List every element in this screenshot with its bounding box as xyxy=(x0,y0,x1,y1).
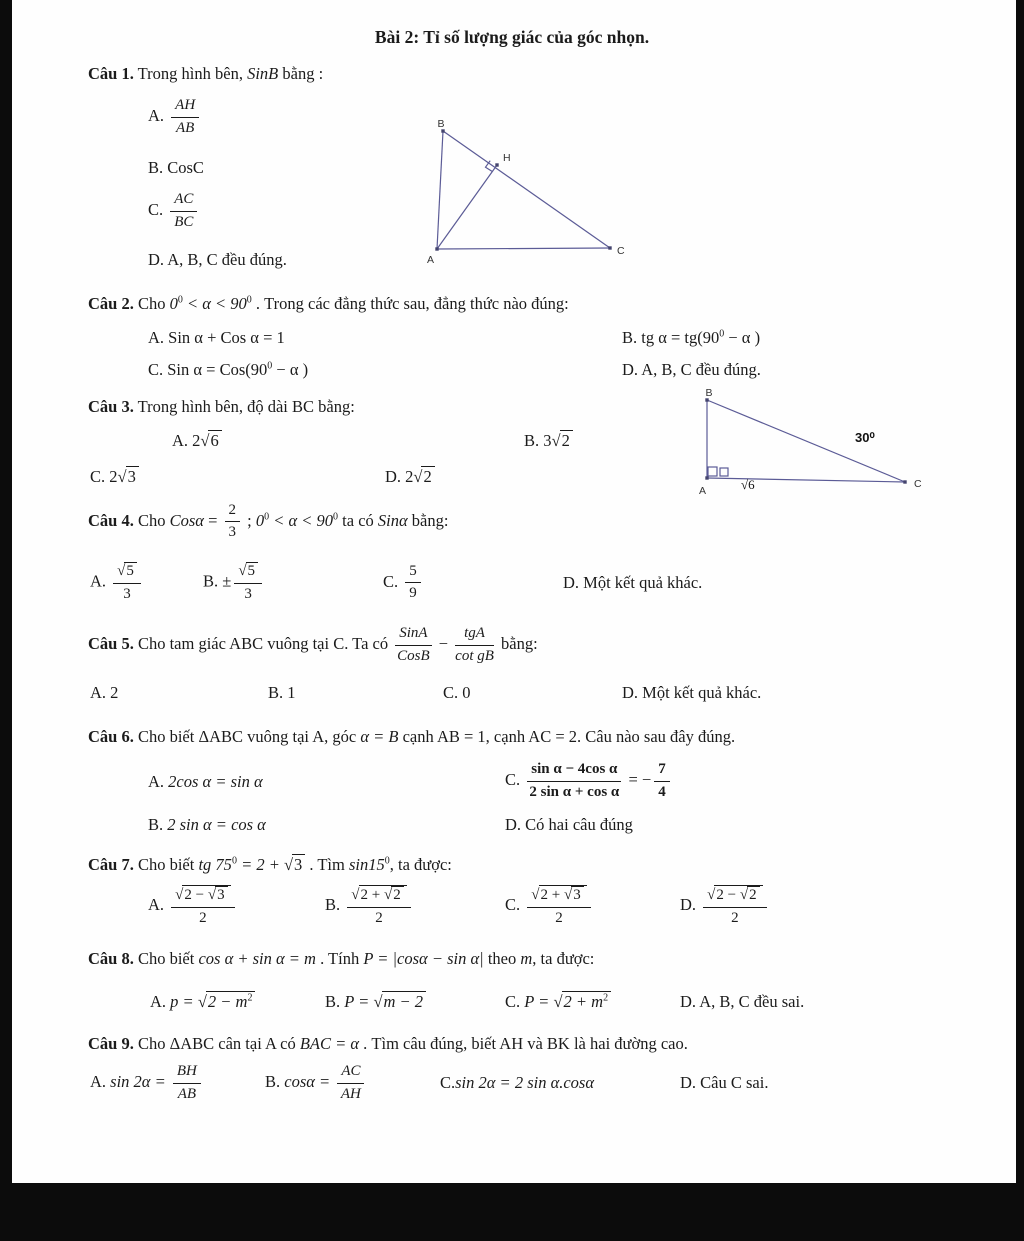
question-8-stem: Câu 8. Cho biết cos α + sin α = m . Tính P = |cosα − sin α| theo m, ta được: xyxy=(88,948,595,968)
point-marker-c xyxy=(903,480,906,483)
vertex-label-b: B xyxy=(437,118,445,130)
side-ba xyxy=(437,131,443,249)
vertex-label-b: B xyxy=(705,388,713,399)
point-marker-a xyxy=(705,476,708,479)
question-8-option-b: B. P = √ m − 2 xyxy=(325,991,505,1013)
question-6-option-d: D. Có hai câu đúng xyxy=(505,814,633,834)
question-4-options-row xyxy=(90,560,976,605)
question-6-options-row-2 xyxy=(148,814,976,836)
question-1-option-b: B. CosC xyxy=(148,158,204,178)
triangle-figure-q1 xyxy=(425,118,635,268)
question-9-option-c: C.sin 2α = 2 sin α.cosα xyxy=(440,1073,595,1093)
worksheet-page xyxy=(12,0,1016,1183)
question-7-option-b: B. $\frac{√ 2 + √ 2}{2}$ xyxy=(325,883,505,929)
question-8-options-row xyxy=(150,991,976,1013)
question-2-options-row-1 xyxy=(148,327,976,349)
question-2-options-row-2 xyxy=(148,359,976,381)
photo-edge-bottom xyxy=(0,1183,1024,1241)
question-2-option-a: A. Sin α + Cos α = 1 xyxy=(148,327,285,347)
question-9-option-d: D. Câu C sai. xyxy=(680,1073,769,1093)
question-8-option-a: A. p = √ $2 - m^2$ xyxy=(150,991,325,1013)
side-label-sqrt6: √6 xyxy=(741,477,755,492)
question-5-option-d: D. Một kết quả khác. xyxy=(622,682,762,702)
question-6-stem: Câu 6. Cho biết ΔABC vuông tại A, góc α = B cạnh AB = 1, cạnh AC = 2. Câu nào sau đây đúng. xyxy=(88,726,736,746)
question-7 xyxy=(88,854,976,930)
question-5-option-b: B. 1 xyxy=(268,682,296,702)
question-2-option-d: D. A, B, C đều đúng. xyxy=(622,359,761,379)
altitude-ah xyxy=(437,165,497,249)
vertex-label-c: C xyxy=(914,478,922,490)
question-7-option-c: C. $\frac{√ 2 + √ 3}{2}$ xyxy=(505,883,680,929)
question-7-stem: Câu 7. Cho biết tg $75^0 = 2$ + √ 3 . Tìm $\sin 15^0$, ta được: xyxy=(88,854,452,874)
question-8-option-c: C. P = √ $2 + m^2$ xyxy=(505,991,680,1013)
question-2-option-c: C. Sin $\alpha = Cos(90^0 - \alpha$ ) xyxy=(148,359,309,379)
question-2 xyxy=(88,293,976,380)
question-5-option-c: C. 0 xyxy=(443,682,471,702)
side-ac xyxy=(437,248,610,249)
question-6-options-row-1 xyxy=(148,759,976,803)
point-marker-c xyxy=(608,246,611,249)
question-2-stem: Câu 2. Cho $0^0 < \alpha < 90^0$ . Trong các đẳng thức sau, đẳng thức nào đúng: xyxy=(88,294,569,314)
question-2-option-b: B. tg $\alpha = tg(90^0 - \alpha$ ) xyxy=(622,327,761,347)
worksheet-title: Bài 2: Tỉ số lượng giác của góc nhọn. xyxy=(374,27,650,47)
question-4-option-d: D. Một kết quả khác. xyxy=(563,572,703,592)
question-8-option-d: D. A, B, C đều sai. xyxy=(680,992,805,1012)
question-9-option-b: B. cosα = $\frac{AC}{AH}$ xyxy=(265,1061,440,1105)
question-5 xyxy=(88,623,976,703)
triangle-figure-q3 xyxy=(693,388,928,503)
point-marker-h xyxy=(495,163,498,166)
question-1-option-d: D. A, B, C đều đúng. xyxy=(148,250,287,270)
point-marker-a xyxy=(435,247,438,250)
right-angle-mark-h xyxy=(486,161,493,172)
side-ac xyxy=(707,478,905,482)
question-4-option-b: B. ± $\frac{√ 5}{3}$ xyxy=(203,560,383,605)
question-3-option-d: D. 2√ 2 xyxy=(385,466,435,488)
question-7-option-d: D. $\frac{√ 2 - √ 2}{2}$ xyxy=(680,883,770,929)
side-bc xyxy=(707,400,905,482)
question-4 xyxy=(88,500,976,606)
vertex-label-a: A xyxy=(427,254,435,266)
question-1-option-a: A. $\frac{AH}{AB}$ xyxy=(148,95,976,139)
question-4-option-a: A. $\frac{√ 5}{3}$ xyxy=(90,560,203,605)
photo-edge-right xyxy=(1016,0,1024,1241)
question-9-stem: Câu 9. Cho ΔABC cân tại A có BAC = α . Tìm câu đúng, biết AH và BK là hai đường cao. xyxy=(88,1034,688,1054)
question-8 xyxy=(88,948,976,1014)
question-5-options-row xyxy=(90,682,976,704)
photo-edge-left xyxy=(0,0,12,1241)
question-7-option-a: A. $\frac{√ 2 - √ 3}{2}$ xyxy=(148,883,325,929)
right-angle-mark-a-2 xyxy=(720,468,728,476)
question-9 xyxy=(88,1033,976,1105)
question-3-stem: Câu 3. Trong hình bên, độ dài BC bằng: xyxy=(88,397,355,417)
question-6-option-c: C. $\frac{\text{sin α − 4cos α}}{\text{2 sin α + cos α}}$ = − $\frac{7}{4}$ xyxy=(505,759,673,803)
angle-label-30: 30⁰ xyxy=(855,430,875,445)
question-6-option-a: A. 2cos α = sin α xyxy=(148,771,263,791)
question-5-option-a: A. 2 xyxy=(90,682,119,702)
side-bc xyxy=(443,131,610,248)
question-1-option-c: C. $\frac{AC}{BC}$ xyxy=(148,189,976,233)
question-1-stem: Câu 1. Trong hình bên, SinB bằng : xyxy=(88,64,324,84)
question-9-options-row xyxy=(90,1061,976,1105)
question-4-option-c: C. $\frac{5}{9}$ xyxy=(383,561,563,605)
question-3-option-c: C. 2√ 3 xyxy=(90,466,385,488)
question-6 xyxy=(88,726,976,836)
point-label-h: H xyxy=(503,152,511,164)
question-7-options-row xyxy=(148,883,976,929)
question-3-option-a: A. 2√ 6 xyxy=(172,430,524,452)
question-5-stem: Câu 5. Cho tam giác ABC vuông tại C. Ta có $\frac{\text{SinA}}{\text{CosB}}$ − $\frac{\text{tgA}}{\text{cot gB}}$ bằng: xyxy=(88,625,538,665)
vertex-label-c: C xyxy=(617,245,625,257)
question-4-stem: Câu 4. Cho Cosα = $\frac{2}{3}$ ; $0^0 < \alpha < 90^0$ ta có Sinα bằng: xyxy=(88,501,449,541)
vertex-label-a: A xyxy=(699,485,707,497)
question-6-option-b: B. 2 sin α = cos α xyxy=(148,814,266,834)
question-9-option-a: A. sin 2α = $\frac{BH}{AB}$ xyxy=(90,1061,265,1105)
right-angle-mark-a xyxy=(708,467,717,476)
question-3-option-b: B. 3√ 2 xyxy=(524,430,573,452)
